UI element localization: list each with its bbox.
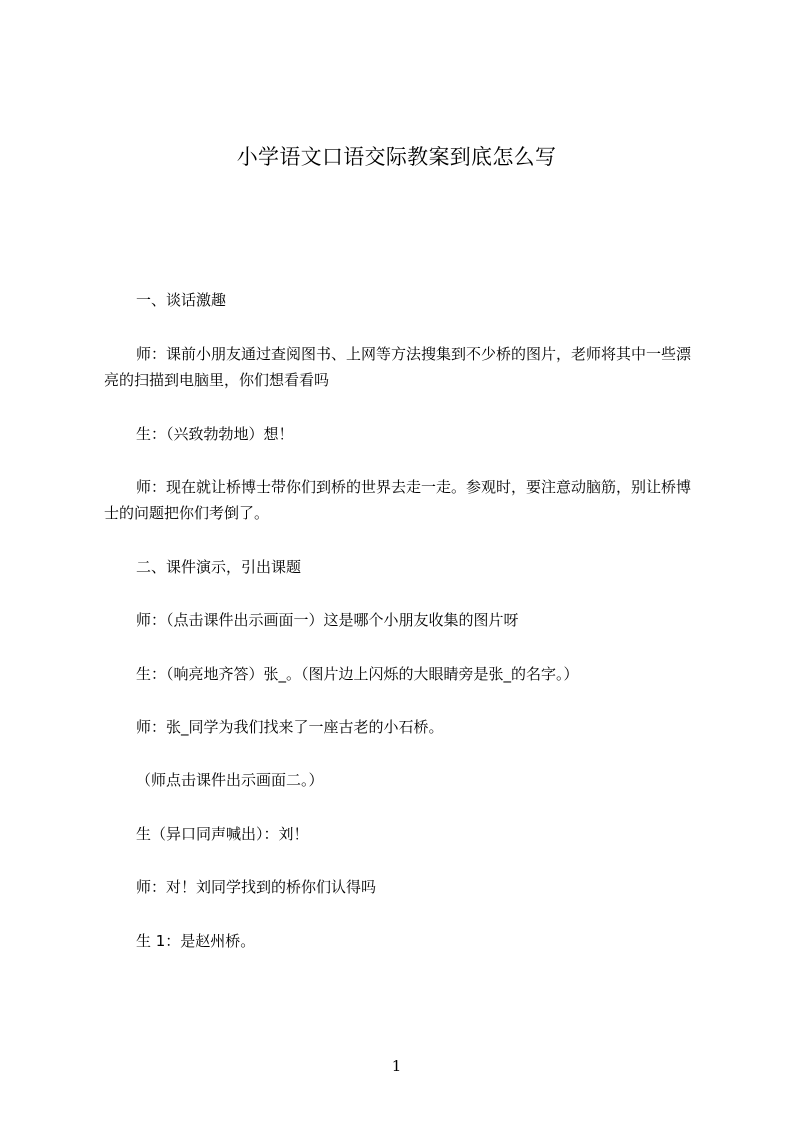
page-number: 1 [391, 1057, 402, 1075]
paragraph-teacher-3: 师：（点击课件出示画面一）这是哪个小朋友收集的图片呀 [136, 611, 519, 629]
paragraph-student-1: 生：（兴致勃勃地）想！ [136, 425, 294, 443]
paragraph-student-2: 生：（响亮地齐答）张_。（图片边上闪烁的大眼睛旁是张_的名字。） [136, 665, 579, 683]
paragraph-stage-direction: （师点击课件出示画面二。） [136, 771, 324, 789]
document-title: 小学语文口语交际教案到底怎么写 [236, 145, 557, 169]
paragraph-teacher-5: 师：对！刘同学找到的桥你们认得吗 [136, 878, 377, 896]
section-heading-2: 二、课件演示，引出课题 [136, 558, 302, 576]
paragraph-teacher-4: 师：张_同学为我们找来了一座古老的小石桥。 [136, 718, 444, 736]
section-heading-1: 一、谈话激趣 [136, 291, 227, 309]
paragraph-student-3: 生（异口同声喊出）：刘！ [136, 825, 309, 843]
paragraph-teacher-1: 师：课前小朋友通过查阅图书、上网等方法搜集到不少桥的图片，老师将其中一些漂亮的扫描到电脑里，你们想看看吗 [104, 345, 692, 389]
paragraph-student-4: 生 1：是赵州桥。 [136, 932, 256, 950]
paragraph-teacher-2: 师：现在就让桥博士带你们到桥的世界去走一走。参观时，要注意动脑筋，别让桥博士的问题把你们考倒了。 [104, 478, 692, 522]
